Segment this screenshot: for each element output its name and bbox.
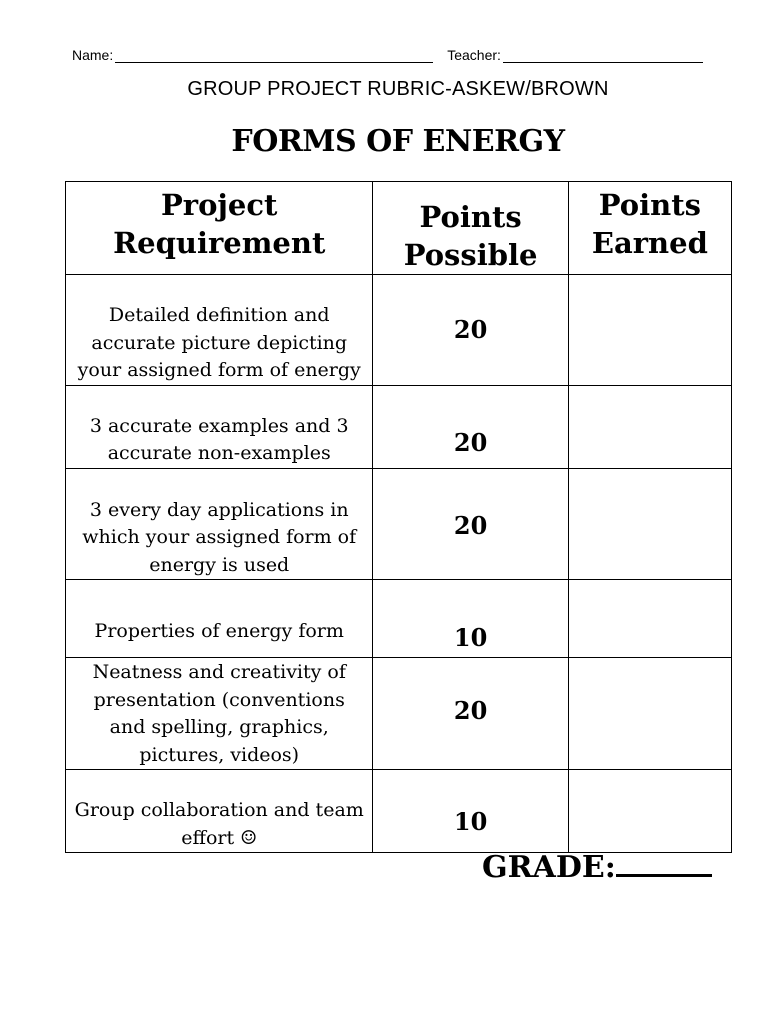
points-earned-cell[interactable] [568,658,731,770]
requirement-line: Group collaboration and team [74,799,364,821]
page-title: FORMS OF ENERGY [231,124,565,159]
requirement-line: Detailed definition and [108,304,330,326]
points-earned-cell[interactable] [568,275,731,386]
requirement-line: energy is used [149,553,290,576]
requirement-line: 3 every day applications in [89,498,349,521]
header-fields [72,47,722,63]
teacher-label: Teacher: [447,47,501,63]
grade-label: GRADE: [482,850,616,885]
requirement-line: your assigned form of energy [77,359,361,381]
requirement-line: accurate non-examples [107,442,331,464]
requirement-cell [66,275,373,386]
requirement-line: presentation (conventions [93,688,345,711]
name-blank [115,48,433,63]
requirement-line: 3 accurate examples and 3 [89,414,349,437]
points-earned-cell[interactable] [568,580,731,658]
points-possible-cell: 20 [373,275,568,386]
header-requirement [66,182,373,275]
requirement-line: Neatness and creativity of [92,661,346,683]
requirement-line: effort ☺ [181,826,258,849]
header-earned [568,182,731,275]
header-requirement-line-2: Requirement [113,226,326,260]
header-row [66,182,732,275]
requirement-cell [66,658,373,770]
teacher-blank [503,48,703,63]
points-possible-cell: 20 [373,658,568,770]
requirement-cell [66,468,373,580]
grade-blank[interactable] [616,846,712,877]
header-earned-line-2: Earned [591,226,708,260]
header-earned-line-1: Points [598,188,701,222]
name-label: Name: [72,47,114,63]
header-possible-line-1: Points [419,200,522,234]
table-row [66,275,732,386]
points-possible-cell: 20 [373,385,568,468]
header-possible-line-2: Possible [403,238,538,272]
table-row [66,385,732,468]
table-row [66,468,732,580]
requirement-line: and spelling, graphics, [109,716,329,738]
requirement-line: accurate picture depicting [91,331,348,354]
table-row [66,770,732,853]
points-possible-cell: 20 [373,468,568,580]
table-row [66,658,732,770]
requirement-line: which your assigned form of [82,526,357,548]
table-row [66,580,732,658]
requirement-line: pictures, videos) [139,743,300,766]
requirement-line: Properties of energy form [94,620,344,642]
points-possible-cell: 10 [373,580,568,658]
requirement-cell [66,385,373,468]
requirement-cell [66,580,373,658]
points-earned-cell[interactable] [568,468,731,580]
points-possible-cell: 10 [373,770,568,853]
header-possible [373,182,568,275]
points-earned-cell[interactable] [568,770,731,853]
requirement-cell [66,770,373,853]
points-earned-cell[interactable] [568,385,731,468]
grade-field [482,846,712,885]
rubric-subtitle: GROUP PROJECT RUBRIC-ASKEW/BROWN [187,78,609,100]
rubric-table [65,181,732,853]
header-requirement-line-1: Project [161,188,278,222]
